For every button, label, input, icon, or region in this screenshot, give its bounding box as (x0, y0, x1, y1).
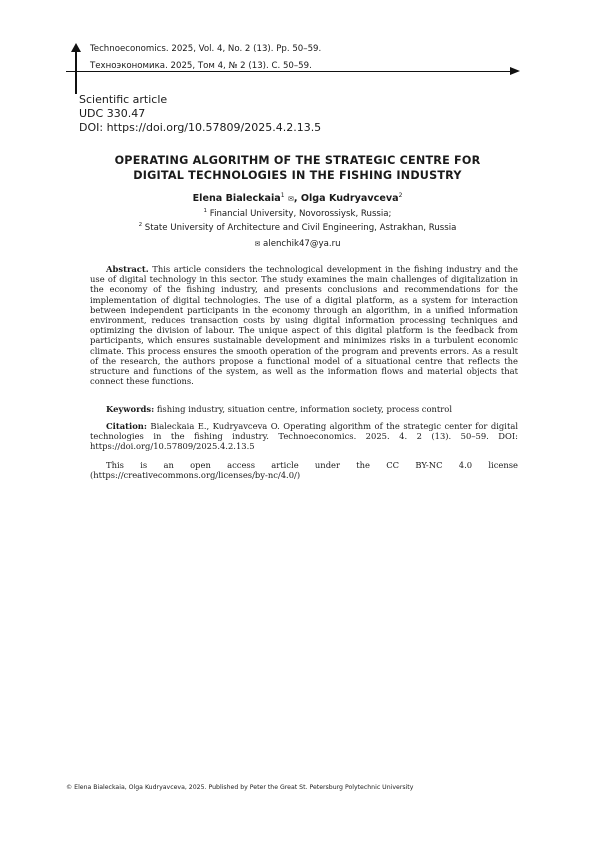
header-horizontal-line (66, 71, 512, 72)
citation-label: Citation: (106, 421, 147, 431)
journal-header-english: Technoeconomics. 2025, Vol. 4, No. 2 (13). Pp. 50–59. (90, 44, 322, 54)
author-1-affiliation-mark: 1 (280, 192, 285, 199)
corresponding-author-icon: ✉ (287, 195, 294, 204)
doi-link[interactable]: DOI: https://doi.org/10.57809/2025.4.2.13.5 (79, 121, 322, 134)
keywords-text: fishing industry, situation centre, information society, process control (154, 404, 452, 414)
affiliation-1-text: Financial University, Novorossiysk, Russia; (207, 208, 392, 219)
envelope-icon: ✉ (254, 240, 261, 248)
corresponding-email (60, 239, 535, 249)
abstract-paragraph (90, 264, 518, 386)
title-line-1: OPERATING ALGORITHM OF THE STRATEGIC CENTRE FOR (114, 154, 481, 167)
article-title (60, 153, 535, 183)
title-line-2: DIGITAL TECHNOLOGIES IN THE FISHING INDUSTRY (133, 169, 462, 182)
journal-header-russian: Техноэкономика. 2025, Том 4, № 2 (13). С. 50–59. (90, 61, 312, 71)
author-list (60, 192, 535, 204)
citation-text: Bialeckaia E., Kudryavceva O. Operating algorithm of the strategic center for digital technologies in the fishing industry. Technoeconomics. 2025. 4. 2 (13). 50–59. DOI: https://doi.org/10.57809/2025.4.2.13.5 (90, 421, 518, 452)
arrow-up-icon (71, 43, 81, 52)
affiliation-2 (60, 222, 535, 233)
keywords-paragraph (90, 404, 518, 414)
author-2: Olga Kudryavceva (300, 193, 399, 205)
author-2-affiliation-mark: 2 (398, 192, 403, 199)
affiliation-1 (60, 208, 535, 219)
arrow-right-icon (510, 67, 520, 75)
copyright-footer: © Elena Bialeckaia, Olga Kudryavceva, 2025. Published by Peter the Great St. Petersburg Polytechnic University (66, 784, 414, 791)
affiliation-2-mark: 2 (138, 222, 143, 228)
abstract-text: This article considers the technological development in the fishing industry and the use of digital technology in this sector. The study examines the main challenges of digitalization in the economy of the fishing industry, and presents conclusions and recommendations for the implementation of digital technologies. The use of a digital platform, as a system for interaction between independent participants in the economy through an algorithm, in a unified information environment, reduces transaction costs by using digital information processing techniques and optimizing the division of labour. The unique aspect of this digital platform is the feedback from participants, which ensures sustainable development and minimizes risks in a turbulent economic climate. This process ensures the smooth operation of the program and prevents errors. As a result of the research, the authors propose a functional model of a situational centre that reflects the structure and functions of the system, as well as the information flows and material objects that connect these functions. (90, 264, 518, 387)
author-1: Elena Bialeckaia (192, 193, 281, 205)
affiliation-1-mark: 1 (203, 208, 208, 214)
affiliation-2-text: State University of Architecture and Civil Engineering, Astrakhan, Russia (142, 222, 457, 233)
citation-paragraph (90, 421, 518, 452)
keywords-label: Keywords: (106, 404, 155, 414)
author-separator: , (293, 193, 301, 205)
article-type: Scientific article (79, 93, 168, 106)
abstract-label: Abstract. (106, 264, 149, 274)
license-paragraph: This is an open access article under the CC BY-NC 4.0 license (https://creativecommons.org/licenses/by-nc/4.0/) (90, 460, 518, 481)
udc-code: UDC 330.47 (79, 107, 146, 120)
email-address[interactable]: alenchik47@ya.ru (260, 239, 341, 249)
